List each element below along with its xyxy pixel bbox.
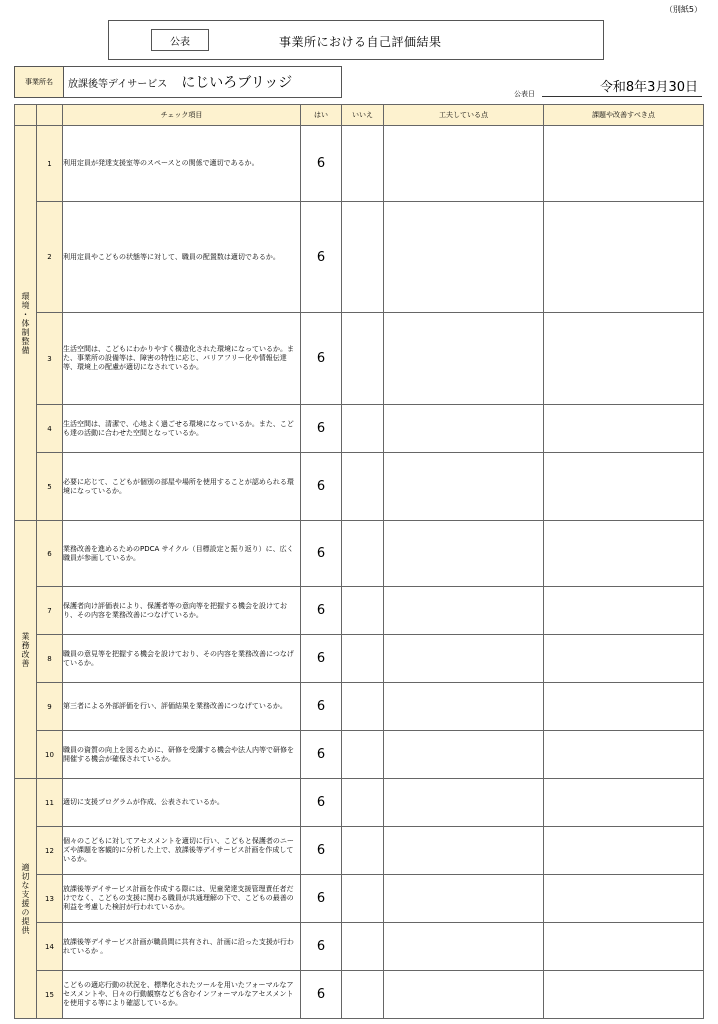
check-item-text: 業務改善を進めるためのPDCA サイクル（目標設定と振り返り）に、広く職員が参画しているか。 bbox=[63, 521, 301, 587]
yes-count: 6 bbox=[301, 731, 342, 779]
efforts-cell bbox=[384, 731, 544, 779]
yes-count: 6 bbox=[301, 683, 342, 731]
column-header-check-item: チェック項目 bbox=[63, 105, 301, 126]
yes-count: 6 bbox=[301, 875, 342, 923]
row-number: 14 bbox=[37, 923, 63, 971]
no-count bbox=[342, 405, 384, 453]
row-number: 13 bbox=[37, 875, 63, 923]
row-number: 12 bbox=[37, 827, 63, 875]
efforts-cell bbox=[384, 635, 544, 683]
yes-count: 6 bbox=[301, 405, 342, 453]
no-count bbox=[342, 731, 384, 779]
yes-count: 6 bbox=[301, 635, 342, 683]
no-count bbox=[342, 779, 384, 827]
header-blank-category bbox=[15, 105, 37, 126]
row-number: 11 bbox=[37, 779, 63, 827]
efforts-cell bbox=[384, 521, 544, 587]
table-row bbox=[15, 971, 704, 1019]
efforts-cell bbox=[384, 971, 544, 1019]
table-row bbox=[15, 587, 704, 635]
table-row bbox=[15, 126, 704, 202]
table-row bbox=[15, 202, 704, 313]
category-environment: 環境・体制整備 bbox=[15, 126, 37, 521]
check-item-text: 保護者向け評価表により、保護者等の意向等を把握する機会を設けており、その内容を業務改善につなげているか。 bbox=[63, 587, 301, 635]
efforts-cell bbox=[384, 202, 544, 313]
table-row bbox=[15, 405, 704, 453]
issues-cell bbox=[544, 405, 704, 453]
issues-cell bbox=[544, 683, 704, 731]
efforts-cell bbox=[384, 875, 544, 923]
efforts-cell bbox=[384, 587, 544, 635]
table-header-row bbox=[15, 105, 704, 126]
category-appropriate-support: 適切な支援の提供 bbox=[15, 779, 37, 1019]
row-number: 10 bbox=[37, 731, 63, 779]
table-row bbox=[15, 635, 704, 683]
check-item-text: 放課後等デイサービス計画を作成する際には、児童発達支援管理責任者だけでなく、こどもの支援に関わる職員が共通理解の下で、こどもの最善の利益を考慮した検討が行われているか。 bbox=[63, 875, 301, 923]
column-header-yes: はい bbox=[301, 105, 342, 126]
efforts-cell bbox=[384, 405, 544, 453]
office-label: 事業所名 bbox=[15, 67, 64, 97]
row-number: 9 bbox=[37, 683, 63, 731]
page-title: 事業所における自己評価結果 bbox=[279, 35, 442, 49]
column-header-issues: 課題や改善すべき点 bbox=[544, 105, 704, 126]
no-count bbox=[342, 971, 384, 1019]
check-item-text: 利用定員が発達支援室等のスペースとの関係で適切であるか。 bbox=[63, 126, 301, 202]
check-item-text: 第三者による外部評価を行い、評価結果を業務改善につなげているか。 bbox=[63, 683, 301, 731]
efforts-cell bbox=[384, 453, 544, 521]
no-count bbox=[342, 635, 384, 683]
row-number: 7 bbox=[37, 587, 63, 635]
no-count bbox=[342, 313, 384, 405]
issues-cell bbox=[544, 202, 704, 313]
column-header-no: いいえ bbox=[342, 105, 384, 126]
check-item-text: 利用定員やこどもの状態等に対して、職員の配置数は適切であるか。 bbox=[63, 202, 301, 313]
office-name-box bbox=[14, 66, 342, 98]
row-number: 1 bbox=[37, 126, 63, 202]
no-count bbox=[342, 126, 384, 202]
no-count bbox=[342, 587, 384, 635]
check-item-text: 生活空間は、清潔で、心地よく過ごせる環境になっているか。また、こども達の活動に合わせた空間となっているか。 bbox=[63, 405, 301, 453]
issues-cell bbox=[544, 521, 704, 587]
efforts-cell bbox=[384, 313, 544, 405]
efforts-cell bbox=[384, 827, 544, 875]
table-row bbox=[15, 779, 704, 827]
issues-cell bbox=[544, 971, 704, 1019]
table-row bbox=[15, 731, 704, 779]
issues-cell bbox=[544, 923, 704, 971]
check-item-text: 必要に応じて、こどもが個別の部屋や場所を使用することが認められる環境になっているか。 bbox=[63, 453, 301, 521]
issues-cell bbox=[544, 453, 704, 521]
check-item-text: 職員の意見等を把握する機会を設けており、その内容を業務改善につなげているか。 bbox=[63, 635, 301, 683]
attachment-note: （別紙5） bbox=[664, 5, 702, 14]
row-number: 4 bbox=[37, 405, 63, 453]
yes-count: 6 bbox=[301, 313, 342, 405]
issues-cell bbox=[544, 635, 704, 683]
issues-cell bbox=[544, 827, 704, 875]
office-name bbox=[64, 67, 292, 97]
yes-count: 6 bbox=[301, 126, 342, 202]
yes-count: 6 bbox=[301, 779, 342, 827]
no-count bbox=[342, 521, 384, 587]
no-count bbox=[342, 453, 384, 521]
issues-cell bbox=[544, 126, 704, 202]
no-count bbox=[342, 827, 384, 875]
table-row bbox=[15, 313, 704, 405]
yes-count: 6 bbox=[301, 453, 342, 521]
public-tag: 公表 bbox=[151, 29, 209, 51]
yes-count: 6 bbox=[301, 202, 342, 313]
column-header-efforts: 工夫している点 bbox=[384, 105, 544, 126]
efforts-cell bbox=[384, 779, 544, 827]
table-row bbox=[15, 521, 704, 587]
evaluation-table bbox=[14, 104, 704, 1019]
yes-count: 6 bbox=[301, 587, 342, 635]
no-count bbox=[342, 923, 384, 971]
yes-count: 6 bbox=[301, 923, 342, 971]
check-item-text: 職員の資質の向上を図るために、研修を受講する機会や法人内等で研修を開催する機会が確保されているか。 bbox=[63, 731, 301, 779]
no-count bbox=[342, 202, 384, 313]
table-row bbox=[15, 827, 704, 875]
header-blank-number bbox=[37, 105, 63, 126]
row-number: 2 bbox=[37, 202, 63, 313]
issues-cell bbox=[544, 779, 704, 827]
no-count bbox=[342, 683, 384, 731]
title-box bbox=[108, 20, 604, 60]
office-brand: にじいろブリッジ bbox=[181, 75, 293, 91]
row-number: 3 bbox=[37, 313, 63, 405]
row-number: 5 bbox=[37, 453, 63, 521]
issues-cell bbox=[544, 587, 704, 635]
issues-cell bbox=[544, 313, 704, 405]
yes-count: 6 bbox=[301, 827, 342, 875]
check-item-text: 個々のこどもに対してアセスメントを適切に行い、こどもと保護者のニーズや課題を客観的に分析した上で、放課後等デイサービス計画を作成しているか。 bbox=[63, 827, 301, 875]
category-business-improvement: 業務改善 bbox=[15, 521, 37, 779]
table-row bbox=[15, 683, 704, 731]
efforts-cell bbox=[384, 126, 544, 202]
table-row bbox=[15, 875, 704, 923]
table-row bbox=[15, 453, 704, 521]
check-item-text: 放課後等デイサービス計画が職員間に共有され、計画に沿った支援が行われているか 。 bbox=[63, 923, 301, 971]
issues-cell bbox=[544, 731, 704, 779]
check-item-text: 生活空間は、こどもにわかりやすく構造化された環境になっているか。また、事業所の設備等は、障害の特性に応じ、バリアフリー化や情報伝達等、環境上の配慮が適切になされているか。 bbox=[63, 313, 301, 405]
yes-count: 6 bbox=[301, 971, 342, 1019]
table-row bbox=[15, 923, 704, 971]
publication-date-label: 公表日 bbox=[514, 90, 535, 98]
check-item-text: 適切に支援プログラムが作成、公表されているか。 bbox=[63, 779, 301, 827]
efforts-cell bbox=[384, 683, 544, 731]
efforts-cell bbox=[384, 923, 544, 971]
office-type: 放課後等デイサービス bbox=[68, 78, 168, 90]
check-item-text: こどもの適応行動の状況を、標準化されたツールを用いたフォーマルなアセスメントや、日々の行動観察なども含むインフォーマルなアセスメントを使用する等により確認しているか。 bbox=[63, 971, 301, 1019]
no-count bbox=[342, 875, 384, 923]
yes-count: 6 bbox=[301, 521, 342, 587]
publication-date: 令和8年3月30日 bbox=[542, 80, 702, 97]
row-number: 15 bbox=[37, 971, 63, 1019]
row-number: 6 bbox=[37, 521, 63, 587]
issues-cell bbox=[544, 875, 704, 923]
row-number: 8 bbox=[37, 635, 63, 683]
